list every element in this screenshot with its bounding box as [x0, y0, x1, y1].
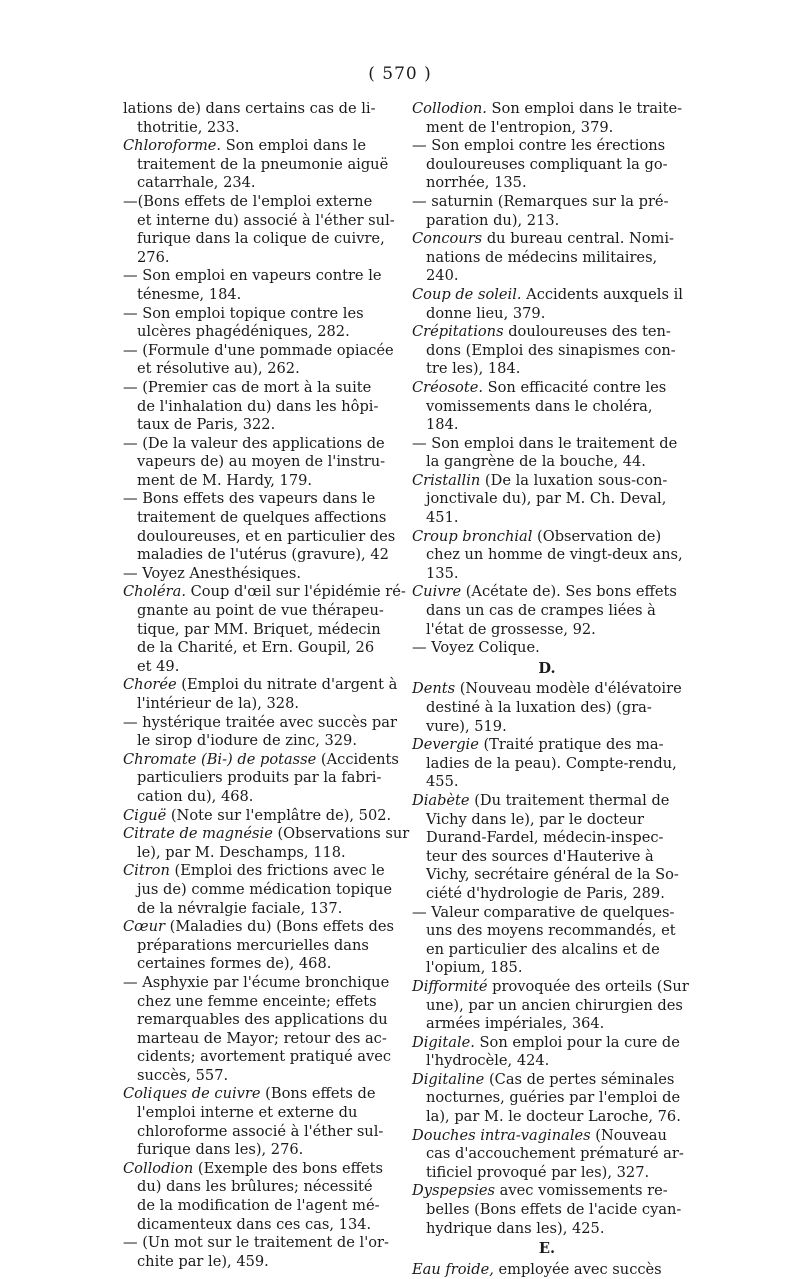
index-entry: [123, 435, 399, 491]
entry-line: hydrique dans les), 425.: [426, 1219, 605, 1237]
entry-line: 455.: [426, 773, 459, 791]
index-entry: [412, 1182, 682, 1238]
entry-line: jus de) comme médication topique: [137, 880, 393, 898]
entry-line: [123, 1160, 399, 1179]
entry-line: de l'inhalation du) dans les hôpi-: [137, 397, 379, 415]
entry-line: chez un homme de vingt-deux ans,: [426, 546, 683, 564]
entry-line: cidents; avortement pratiqué avec: [137, 1048, 392, 1066]
entry-text: (De la luxation sous-con-: [480, 471, 668, 489]
entry-line: [412, 528, 682, 547]
entry-line: 240.: [426, 267, 459, 285]
entry-line: [412, 583, 682, 602]
entry-heading: Crépitations: [412, 323, 504, 341]
entry-line: belles (Bons effets de l'acide cyan-: [426, 1201, 682, 1219]
entry-line: [412, 230, 682, 249]
entry-line: teur des sources d'Hauterive à: [426, 847, 654, 865]
entry-line: [412, 792, 682, 811]
entry-text: (Acétate de). Ses bons effets: [461, 583, 677, 601]
entry-text: (Accidents: [316, 750, 399, 768]
index-entry: [123, 974, 399, 1086]
entry-line: chite par le), 459.: [137, 1252, 269, 1270]
entry-line: et interne du) associé à l'éther sul-: [137, 211, 395, 229]
entry-heading: Ciguë: [123, 806, 167, 824]
entry-line: l'hydrocèle, 424.: [426, 1052, 550, 1070]
entry-line: — saturnin (Remarques sur la pré-: [412, 192, 669, 210]
entry-line: — (Premier cas de mort à la suite: [123, 378, 372, 396]
index-entry: [412, 528, 682, 584]
entry-text: avec vomissements re-: [495, 1182, 668, 1200]
entry-line: thotritie, 233.: [137, 118, 240, 136]
entry-text: provoquée des orteils (Sur: [487, 977, 689, 995]
entry-line: gnante au point de vue thérapeu-: [137, 602, 384, 620]
entry-line: l'intérieur de la), 328.: [137, 695, 299, 712]
index-entry: [123, 714, 399, 751]
entry-line: dicamenteux dans ces cas, 134.: [137, 1215, 372, 1233]
entry-line: — Son emploi en vapeurs contre le: [123, 267, 382, 285]
entry-text: (Note sur l'emplâtre de), 502.: [166, 806, 392, 824]
index-entry: [123, 751, 399, 807]
entry-line: douloureuses, et en particulier des: [137, 527, 396, 545]
entry-line: vomissements dans le choléra,: [426, 397, 653, 415]
entry-line: [412, 1127, 682, 1146]
entry-line: l'opium, 185.: [426, 959, 523, 977]
entry-heading: Chromate (Bi-) de potasse: [123, 750, 317, 768]
entry-text: (Du traitement thermal de: [469, 791, 670, 809]
entry-line: [412, 736, 682, 755]
entry-text: (Nouveau modèle d'élévatoire: [455, 680, 682, 698]
index-entry: [123, 676, 399, 713]
index-entry: [412, 639, 682, 658]
entry-line: Durand-Fardel, médecin-inspec-: [426, 829, 664, 847]
entry-line: — Voyez Colique.: [412, 639, 540, 657]
index-entry: [123, 807, 399, 826]
index-entry: [412, 1071, 682, 1127]
entry-line: Vichy, secrétaire général de la So-: [426, 866, 679, 884]
entry-text: Son emploi dans le traite-: [486, 100, 683, 117]
index-entry: [123, 1234, 399, 1271]
entry-line: l'emploi interne et externe du: [137, 1104, 358, 1122]
section-letter: E.: [538, 1240, 556, 1258]
entry-line: — (De la valeur des applications de: [123, 434, 385, 452]
entry-line: nations de médecins militaires,: [426, 248, 658, 266]
entry-line: et résolutive au), 262.: [137, 360, 300, 378]
entry-line: une), par un ancien chirurgien des: [426, 996, 683, 1014]
entry-line: ténesme, 184.: [137, 285, 242, 303]
entry-line: — Bons effets des vapeurs dans le: [123, 490, 376, 508]
index-entry: [412, 472, 682, 528]
entry-heading: Digitale.: [412, 1033, 475, 1051]
entry-line: — Son emploi contre les érections: [412, 137, 666, 155]
index-entry: [412, 435, 682, 472]
entry-text: (Nouveau: [590, 1126, 667, 1144]
index-entry: [123, 342, 399, 379]
entry-line: [412, 1034, 682, 1053]
entry-line: destiné à la luxation des) (gra-: [426, 699, 652, 716]
entry-line: douloureuses compliquant la go-: [426, 155, 668, 173]
entry-line: dons (Emploi des sinapismes con-: [426, 341, 676, 359]
index-entry: [412, 286, 682, 323]
entry-text: (Bons effets de: [260, 1085, 376, 1103]
index-entry: [412, 1034, 682, 1071]
entry-line: — hystérique traitée avec succès par: [123, 713, 397, 731]
entry-heading: Dents: [412, 680, 456, 698]
entry-line: — Voyez Anesthésiques.: [123, 564, 302, 582]
entry-line: [412, 1182, 682, 1201]
entry-text: (Maladies du) (Bons effets des: [164, 918, 395, 936]
entry-line: — (Formule d'une pommade opiacée: [123, 341, 394, 359]
entry-text: Son efficacité contre les: [482, 378, 667, 396]
entry-line: Vichy dans le), par le docteur: [426, 810, 645, 828]
entry-line: [123, 918, 399, 937]
entry-line: chloroforme associé à l'éther sul-: [137, 1122, 384, 1140]
entry-line: taux de Paris, 322.: [137, 416, 276, 434]
entry-line: en particulier des alcalins et de: [426, 940, 660, 958]
entry-line: cas d'accouchement prématuré ar-: [426, 1145, 684, 1163]
index-entry: [123, 583, 406, 676]
entry-heading: Créosote.: [412, 378, 483, 396]
entry-heading: Cœur: [123, 918, 165, 936]
entry-line: uns des moyens recommandés, et: [426, 922, 676, 940]
entry-line: vure), 519.: [426, 717, 507, 735]
index-entry: [412, 323, 682, 379]
index-entry: [412, 792, 682, 904]
entry-heading: Choléra.: [123, 583, 186, 601]
entry-line: préparations mercurielles dans: [137, 936, 369, 954]
entry-line: furique dans les), 276.: [137, 1141, 304, 1159]
entry-line: traitement de quelques affections: [137, 509, 387, 527]
entry-line: [123, 676, 399, 695]
entry-text: (Emploi des frictions avec le: [169, 862, 385, 880]
entry-line: la gangrène de la bouche, 44.: [426, 453, 646, 471]
index-entry: [123, 918, 399, 974]
entry-line: [123, 751, 399, 770]
entry-heading: Citron: [123, 862, 170, 880]
entry-line: donne lieu, 379.: [426, 304, 546, 322]
entry-line: l'état de grossesse, 92.: [426, 620, 596, 638]
entry-heading: Chorée: [123, 676, 177, 694]
entry-heading: Cuivre: [412, 583, 462, 601]
entry-line: — Valeur comparative de quelques-: [412, 903, 675, 921]
entry-line: marteau de Mayor; retour des ac-: [137, 1029, 387, 1047]
entry-text: (Traité pratique des ma-: [478, 736, 664, 754]
entry-line: —(Bons effets de l'emploi externe: [123, 192, 373, 210]
entry-heading: Collodion: [123, 1159, 194, 1177]
entry-line: particuliers produits par la fabri-: [137, 769, 382, 787]
entry-line: 276.: [137, 248, 170, 266]
entry-line: paration du), 213.: [426, 211, 560, 229]
entry-line: ment de M. Hardy, 179.: [137, 471, 313, 489]
entry-heading: Diabète: [412, 791, 470, 809]
entry-line: [412, 1071, 682, 1090]
entry-heading: Devergie: [412, 736, 479, 754]
entry-line: — (Un mot sur le traitement de l'or-: [123, 1234, 389, 1252]
entry-heading: Difformité: [412, 977, 488, 995]
entry-text: Accidents auxquels il: [521, 285, 683, 303]
entry-line: [123, 583, 406, 602]
entry-line: chez une femme enceinte; effets: [137, 992, 377, 1010]
entry-line: [412, 323, 682, 342]
entry-line: ulcères phagédéniques, 282.: [137, 323, 350, 341]
index-entry: [412, 193, 682, 230]
index-entry: [412, 904, 682, 978]
index-entry: [412, 230, 682, 286]
entry-line: ment de l'entropion, 379.: [426, 118, 614, 136]
entry-line: traitement de la pneumonie aiguë: [137, 155, 389, 173]
entry-text: (Emploi du nitrate d'argent à: [176, 676, 398, 694]
index-entry: [412, 100, 682, 137]
index-entry: [123, 1160, 399, 1234]
entry-heading: Coup de soleil.: [412, 285, 522, 303]
index-entry: [123, 862, 399, 918]
entry-line: remarquables des applications du: [137, 1011, 388, 1029]
entry-text: Son emploi pour la cure de: [474, 1033, 680, 1051]
entry-line: tre les), 184.: [426, 360, 521, 378]
entry-line: — Son emploi dans le traitement de: [412, 434, 678, 452]
entry-line: dans un cas de crampes liées à: [426, 602, 656, 620]
entry-heading: Citrate de magnésie: [123, 825, 273, 843]
entry-text: du bureau central. Nomi-: [482, 230, 674, 248]
entry-line: de la Charité, et Ern. Goupil, 26: [137, 639, 375, 657]
entry-line: norrhée, 135.: [426, 174, 527, 192]
index-entry: [123, 825, 410, 862]
entry-line: [412, 379, 682, 398]
entry-line: 451.: [426, 509, 459, 527]
left-column: [123, 100, 410, 1271]
entry-line: jonctivale du), par M. Ch. Deval,: [426, 490, 667, 508]
index-entry: [412, 736, 682, 792]
index-entry: [412, 379, 682, 435]
entry-text: (Cas de pertes séminales: [484, 1070, 675, 1088]
index-entry: [123, 267, 399, 304]
entry-line: furique dans la colique de cuivre,: [137, 230, 385, 248]
entry-line: [412, 286, 682, 305]
entry-line: [412, 1261, 682, 1279]
index-entry: [123, 1085, 399, 1159]
entry-heading: Collodion.: [412, 100, 487, 117]
entry-line: [123, 1085, 399, 1104]
entry-heading: Eau froide,: [412, 1260, 494, 1278]
entry-line: lations de) dans certains cas de li-: [123, 100, 376, 117]
entry-text: Coup d'œil sur l'épidémie ré-: [185, 583, 406, 601]
entry-line: la), par M. le docteur Laroche, 76.: [426, 1108, 681, 1126]
entry-heading: Douches intra-vaginales: [412, 1126, 591, 1144]
entry-line: [412, 100, 682, 119]
entry-line: [412, 977, 689, 997]
index-entry: [412, 1127, 682, 1183]
entry-line: [412, 472, 682, 491]
index-entry: [412, 680, 682, 736]
entry-text: (Observations sur: [272, 825, 410, 843]
entry-text: (Exemple des bons effets: [193, 1159, 384, 1177]
entry-line: nocturnes, guéries par l'emploi de: [426, 1089, 681, 1107]
entry-line: ciété d'hydrologie de Paris, 289.: [426, 884, 665, 902]
entry-heading: Croup bronchial: [412, 527, 533, 545]
section-letter: D.: [538, 659, 556, 677]
entry-heading: Coliques de cuivre: [123, 1085, 261, 1103]
entry-line: de la modification de l'agent mé-: [137, 1197, 380, 1215]
index-entry: [123, 137, 399, 193]
entry-text: douloureuses des ten-: [503, 323, 671, 341]
index-entry: [123, 379, 399, 435]
index-entry: [123, 100, 399, 137]
entry-line: le sirop d'iodure de zinc, 329.: [137, 732, 357, 750]
entry-line: — Asphyxie par l'écume bronchique: [123, 973, 390, 991]
index-entry: [412, 977, 689, 1034]
entry-line: 184.: [426, 416, 459, 434]
entry-heading: Concours: [412, 230, 483, 248]
entry-line: le), par M. Deschamps, 118.: [137, 843, 346, 861]
entry-line: tique, par MM. Briquet, médecin: [137, 620, 381, 638]
index-entry: [123, 305, 399, 342]
entry-text: (Observation de): [532, 527, 662, 545]
entry-line: cation du), 468.: [137, 787, 254, 805]
index-entry: [412, 137, 682, 193]
entry-line: catarrhale, 234.: [137, 174, 256, 192]
entry-line: armées impériales, 364.: [426, 1015, 605, 1033]
entry-heading: Dyspepsies: [412, 1182, 496, 1200]
entry-line: 135.: [426, 564, 459, 582]
entry-line: de la névralgie faciale, 137.: [137, 899, 343, 917]
entry-line: du) dans les brûlures; nécessité: [137, 1178, 373, 1196]
entry-text: Son emploi dans le: [221, 137, 366, 155]
page-number: ( 570 ): [368, 64, 432, 84]
right-column: [412, 100, 689, 1279]
entry-heading: Cristallin: [412, 471, 481, 489]
entry-line: tificiel provoqué par les), 327.: [426, 1163, 650, 1181]
index-entry: [412, 583, 682, 639]
entry-line: certaines formes de), 468.: [137, 955, 332, 973]
entry-text: employée avec succès: [493, 1260, 662, 1278]
entry-line: vapeurs de) au moyen de l'instru-: [137, 453, 386, 471]
entry-line: succès, 557.: [137, 1066, 229, 1084]
entry-heading: Chloroforme.: [123, 137, 222, 155]
entry-line: [123, 862, 399, 881]
entry-line: [412, 680, 682, 699]
entry-line: [123, 807, 399, 826]
index-entry: [412, 1261, 682, 1279]
index-entry: [123, 193, 399, 267]
entry-heading: Digitaline: [412, 1070, 485, 1088]
entry-line: — Son emploi topique contre les: [123, 304, 364, 322]
index-entry: [123, 490, 399, 564]
entry-line: ladies de la peau). Compte-rendu,: [426, 754, 677, 772]
entry-line: [123, 137, 399, 156]
entry-line: [123, 825, 410, 844]
entry-line: et 49.: [137, 657, 180, 675]
index-entry: [123, 565, 399, 584]
entry-line: maladies de l'utérus (gravure), 42: [137, 546, 389, 564]
